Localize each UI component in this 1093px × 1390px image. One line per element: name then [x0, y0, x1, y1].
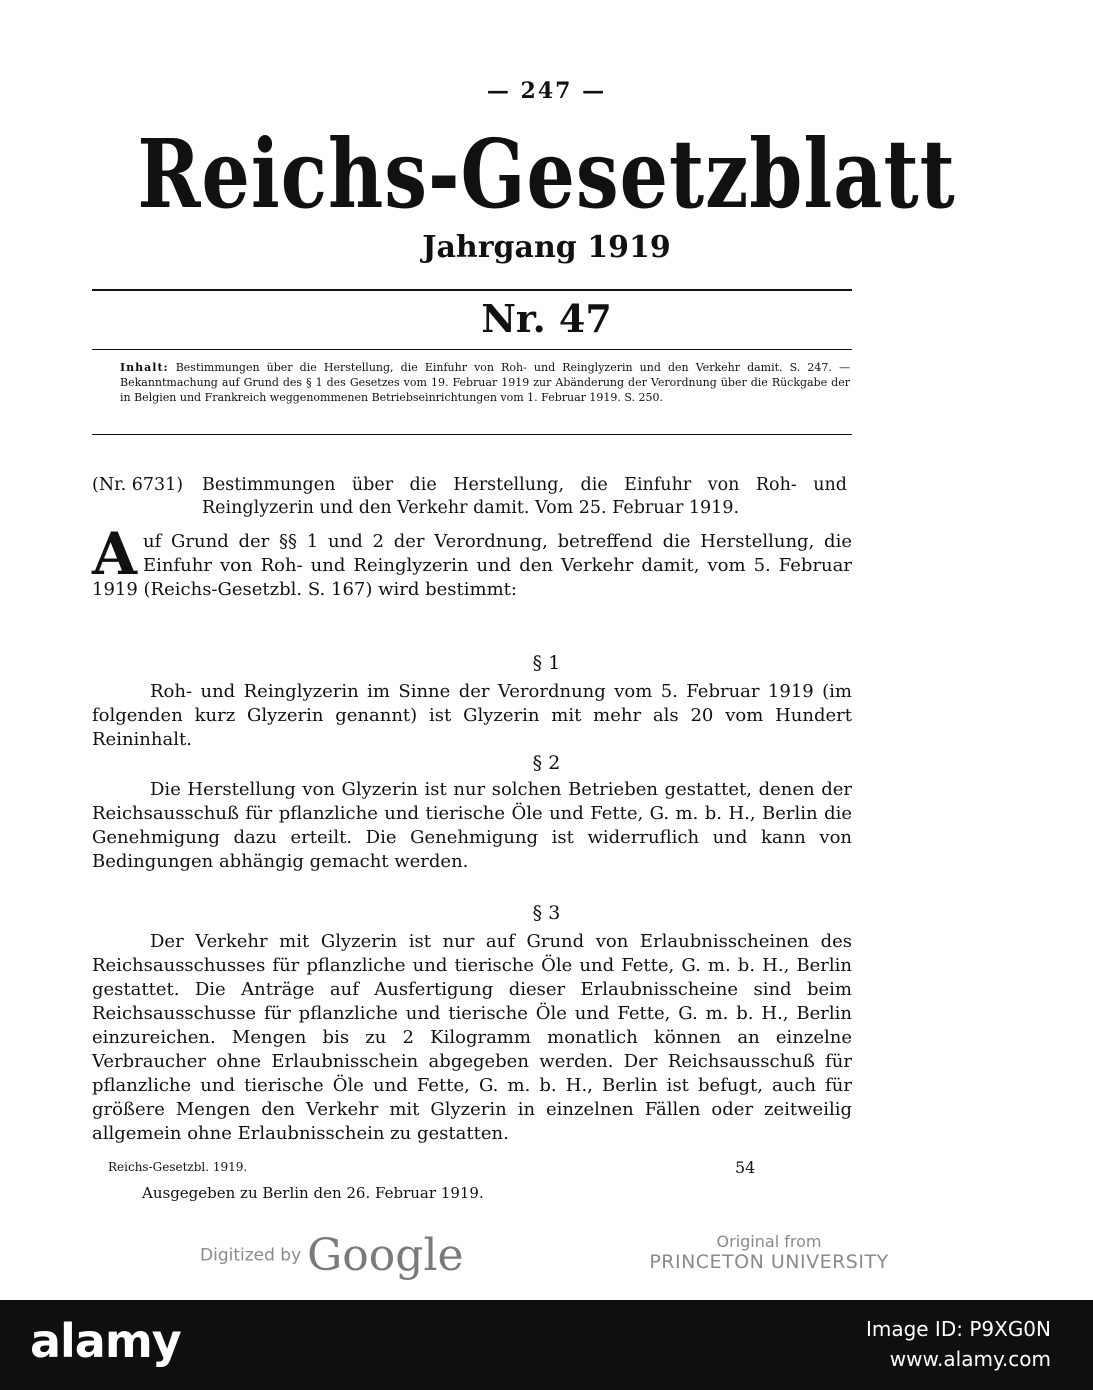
decree-number: (Nr. 6731) — [92, 475, 184, 495]
stock-footer-bar — [0, 1300, 1093, 1390]
year-line: Jahrgang 1919 — [422, 230, 671, 265]
contents-label: Inhalt: — [120, 361, 169, 374]
image-id: Image ID: P9XG0N — [865, 1317, 1051, 1341]
section-1-heading: § 1 — [532, 652, 561, 674]
alamy-logo: alamy — [30, 1314, 181, 1368]
top-rule — [92, 289, 852, 291]
contents-box — [120, 360, 850, 405]
university-label: PRINCETON UNIVERSITY — [649, 1251, 889, 1273]
intro-paragraph — [92, 520, 852, 602]
footer-gazette-ref: Reichs-Gesetzbl. 1919. — [108, 1160, 248, 1174]
original-from-watermark — [646, 1232, 892, 1273]
issued-line: Ausgegeben zu Berlin den 26. Februar 1919. — [142, 1184, 484, 1202]
section-2-heading: § 2 — [532, 752, 561, 774]
issue-number: Nr. 47 — [481, 296, 612, 341]
contents-rule-top — [92, 349, 852, 350]
gazette-title: Reichs-Gesetzblatt — [137, 118, 956, 230]
footer-sheet-number: 54 — [735, 1158, 756, 1177]
intro-text: uf Grund der §§ 1 und 2 der Verordnung, betreffend die Herstellung, die Einfuhr von Roh- und Reinglyzerin und den Verkehr damit, vom 5. Februar 1919 (Reichs-Gesetzbl. S. 167) wird bestimmt: — [92, 531, 852, 600]
google-logo: Google — [307, 1230, 464, 1281]
drop-cap: A — [92, 520, 138, 588]
digitized-by-watermark — [200, 1230, 464, 1281]
section-3-text: Der Verkehr mit Glyzerin ist nur auf Grund von Erlaubnisscheinen des Reichsausschusses für pflanzliche und tierische Öle und Fette, G. m. b. H., Berlin gestattet. Die Anträge auf Ausfertigung dieser Erlaubnisscheine sind beim Reichsausschusse für pflanzliche und tierische Öle und Fette, G. m. b. H., Berlin einzureichen. Mengen bis zu 2 Kilogramm monatlich können an einzelne Verbraucher ohne Erlaubnisschein abgegeben werden. Der Reichsausschuß für pflanzliche und tierische Öle und Fette, G. m. b. H., Berlin ist befugt, auch für größere Mengen den Verkehr mit Glyzerin in einzelnen Fällen oder zeitweilig allgemein ohne Erlaubnisschein zu gestatten. — [92, 931, 852, 1144]
contents-text: Bestimmungen über die Herstellung, die Einfuhr von Roh- und Reinglyzerin und den Verkehr damit. S. 247. — Bekanntmachung auf Grund des § 1 des Gesetzes vom 19. Februar 1919 zur Abänderung der Verordnung über die Rückgabe der in Belgien und Frankreich weggenommenen Betriebseinrichtungen vom 1. Februar 1919. S. 250. — [120, 361, 851, 404]
decree-heading — [92, 474, 852, 520]
section-3-heading: § 3 — [532, 902, 561, 924]
contents-rule-bottom — [92, 434, 852, 435]
section-1-text: Roh- und Reinglyzerin im Sinne der Verordnung vom 5. Februar 1919 (im folgenden kurz Glyzerin genannt) ist Glyzerin mit mehr als 20 vom Hundert Reininhalt. — [92, 681, 852, 750]
digitized-label: Digitized by — [200, 1245, 302, 1266]
section-2-text: Die Herstellung von Glyzerin ist nur solchen Betrieben gestattet, denen der Reichsausschuß für pflanzliche und tierische Öle und Fette, G. m. b. H., Berlin die Genehmigung dazu erteilt. Die Genehmigung ist widerruflich und kann von Bedingungen abhängig gemacht werden. — [92, 779, 852, 872]
stock-url: www.alamy.com — [889, 1347, 1051, 1371]
stock-info — [866, 1314, 1051, 1374]
decree-title: Bestimmungen über die Herstellung, die Einfuhr von Roh- und Reinglyzerin und den Verkehr damit. Vom 25. Februar 1919. — [202, 475, 847, 518]
page-number: — 247 — — [486, 78, 607, 104]
original-from-label: Original from — [716, 1232, 822, 1251]
